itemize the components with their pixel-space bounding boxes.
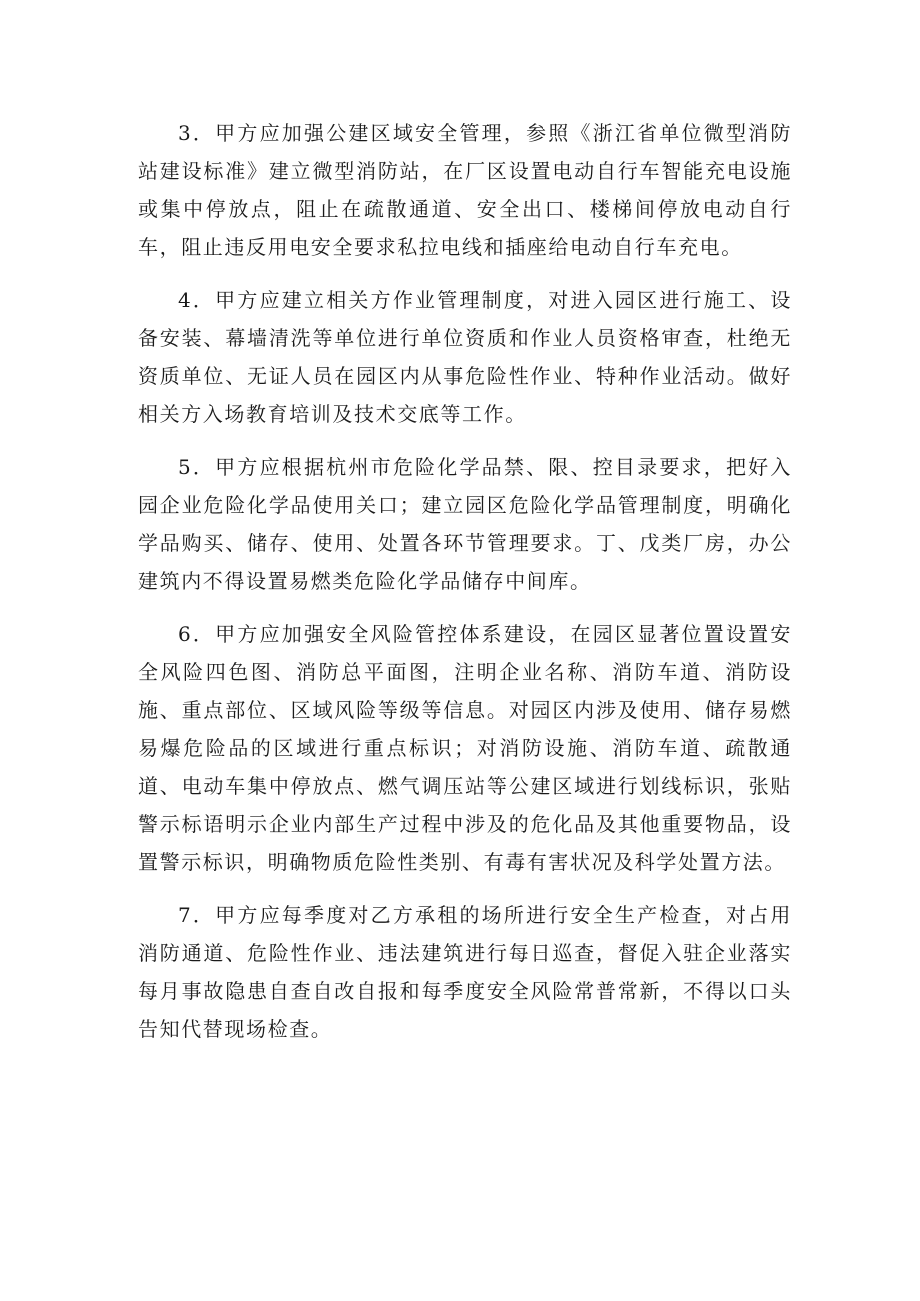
paragraph-item-5: 5．甲方应根据杭州市危险化学品禁、限、控目录要求，把好入园企业危险化学品使用关口；建立园区危险化学品管理制度，明确化学品购买、储存、使用、处置各环节管理要求。丁、戊类厂房，办公建筑内不得设置易燃类危险化学品储存中间库。 — [138, 455, 792, 593]
paragraph-item-4: 4．甲方应建立相关方作业管理制度，对进入园区进行施工、设备安装、幕墙清洗等单位进行单位资质和作业人员资格审查，杜绝无资质单位、无证人员在园区内从事危险性作业、特种作业活动。做好相关方入场教育培训及技术交底等工作。 — [138, 288, 792, 426]
paragraph-item-7: 7．甲方应每季度对乙方承租的场所进行安全生产检查，对占用消防通道、危险性作业、违法建筑进行每日巡查，督促入驻企业落实每月事故隐患自查自改自报和每季度安全风险常普常新，不得以口头告知代替现场检查。 — [138, 903, 792, 1041]
paragraph-item-3: 3．甲方应加强公建区域安全管理，参照《浙江省单位微型消防站建设标准》建立微型消防站，在厂区设置电动自行车智能充电设施或集中停放点，阻止在疏散通道、安全出口、楼梯间停放电动自行车，阻止违反用电安全要求私拉电线和插座给电动自行车充电。 — [138, 121, 792, 259]
paragraph-item-6: 6．甲方应加强安全风险管控体系建设，在园区显著位置设置安全风险四色图、消防总平面图，注明企业名称、消防车道、消防设施、重点部位、区域风险等级等信息。对园区内涉及使用、储存易燃易爆危险品的区域进行重点标识；对消防设施、消防车道、疏散通道、电动车集中停放点、燃气调压站等公建区域进行划线标识，张贴警示标语明示企业内部生产过程中涉及的危化品及其他重要物品，设置警示标识，明确物质危险性类别、有毒有害状况及科学处置方法。 — [138, 622, 792, 874]
